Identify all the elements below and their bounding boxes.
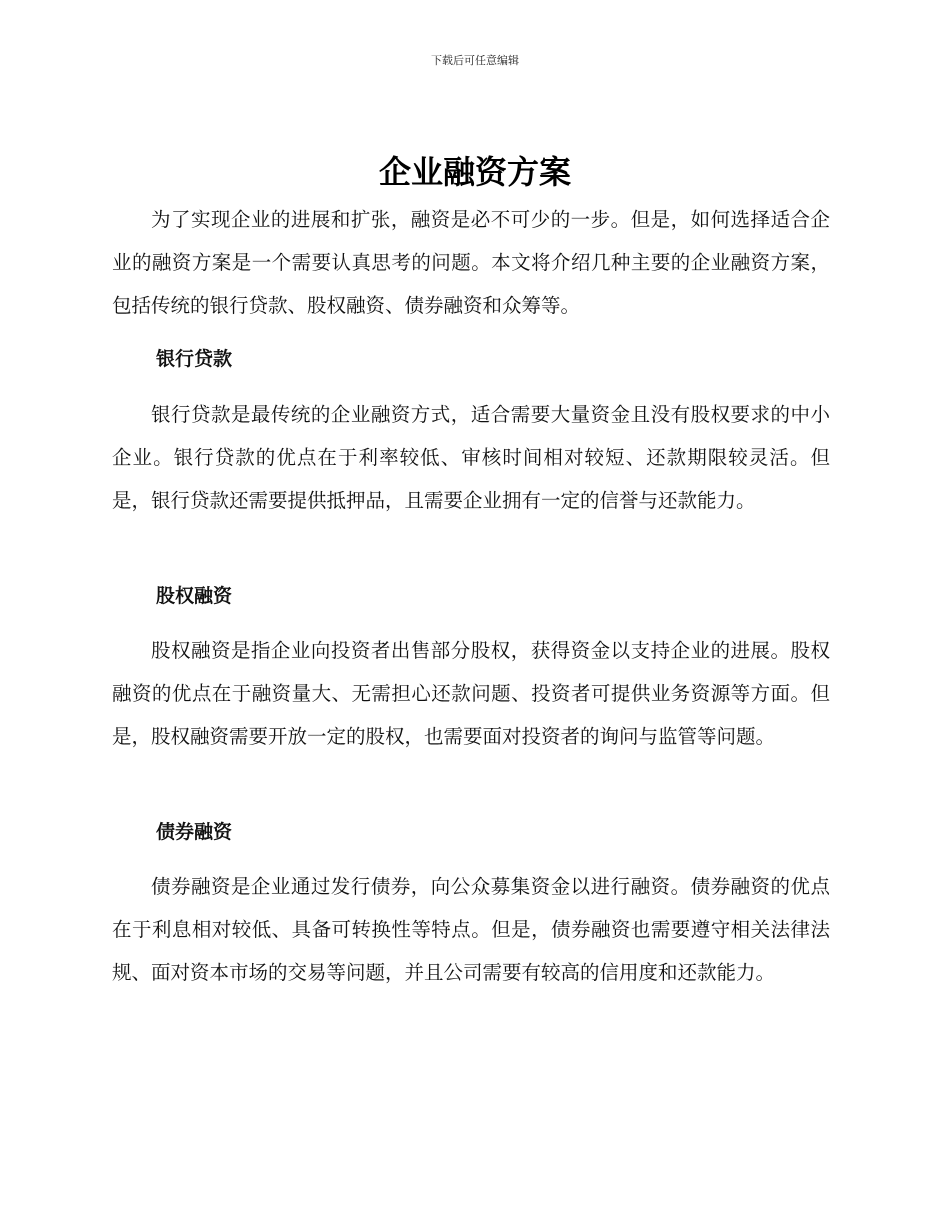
page-header-note: 下载后可任意编辑 <box>431 54 519 67</box>
intro-paragraph: 为了实现企业的进展和扩张，融资是必不可少的一步。但是，如何选择适合企业的融资方案是一个需要认真思考的问题。本文将介绍几种主要的企业融资方案，包括传统的银行贷款、股权融资、债券融资和众筹等。 <box>112 208 830 317</box>
section-heading-bond-financing: 债券融资 <box>156 821 233 843</box>
section-heading-bank-loan: 银行贷款 <box>156 348 233 370</box>
section-body-bond-financing: 债券融资是企业通过发行债券，向公众募集资金以进行融资。债券融资的优点在于利息相对较低、具备可转换性等特点。但是，债券融资也需要遵守相关法律法规、面对资本市场的交易等问题，并且公司需要有较高的信用度和还款能力。 <box>112 875 830 984</box>
section-body-bank-loan: 银行贷款是最传统的企业融资方式，适合需要大量资金且没有股权要求的中小企业。银行贷款的优点在于利率较低、审核时间相对较短、还款期限较灵活。但是，银行贷款还需要提供抵押品，且需要企业拥有一定的信誉与还款能力。 <box>112 403 830 512</box>
section-body-equity-financing: 股权融资是指企业向投资者出售部分股权，获得资金以支持企业的进展。股权融资的优点在于融资量大、无需担心还款问题、投资者可提供业务资源等方面。但是，股权融资需要开放一定的股权，也需要面对投资者的询问与监管等问题。 <box>112 639 830 748</box>
document-title: 企业融资方案 <box>378 153 571 191</box>
section-heading-equity-financing: 股权融资 <box>156 585 233 607</box>
